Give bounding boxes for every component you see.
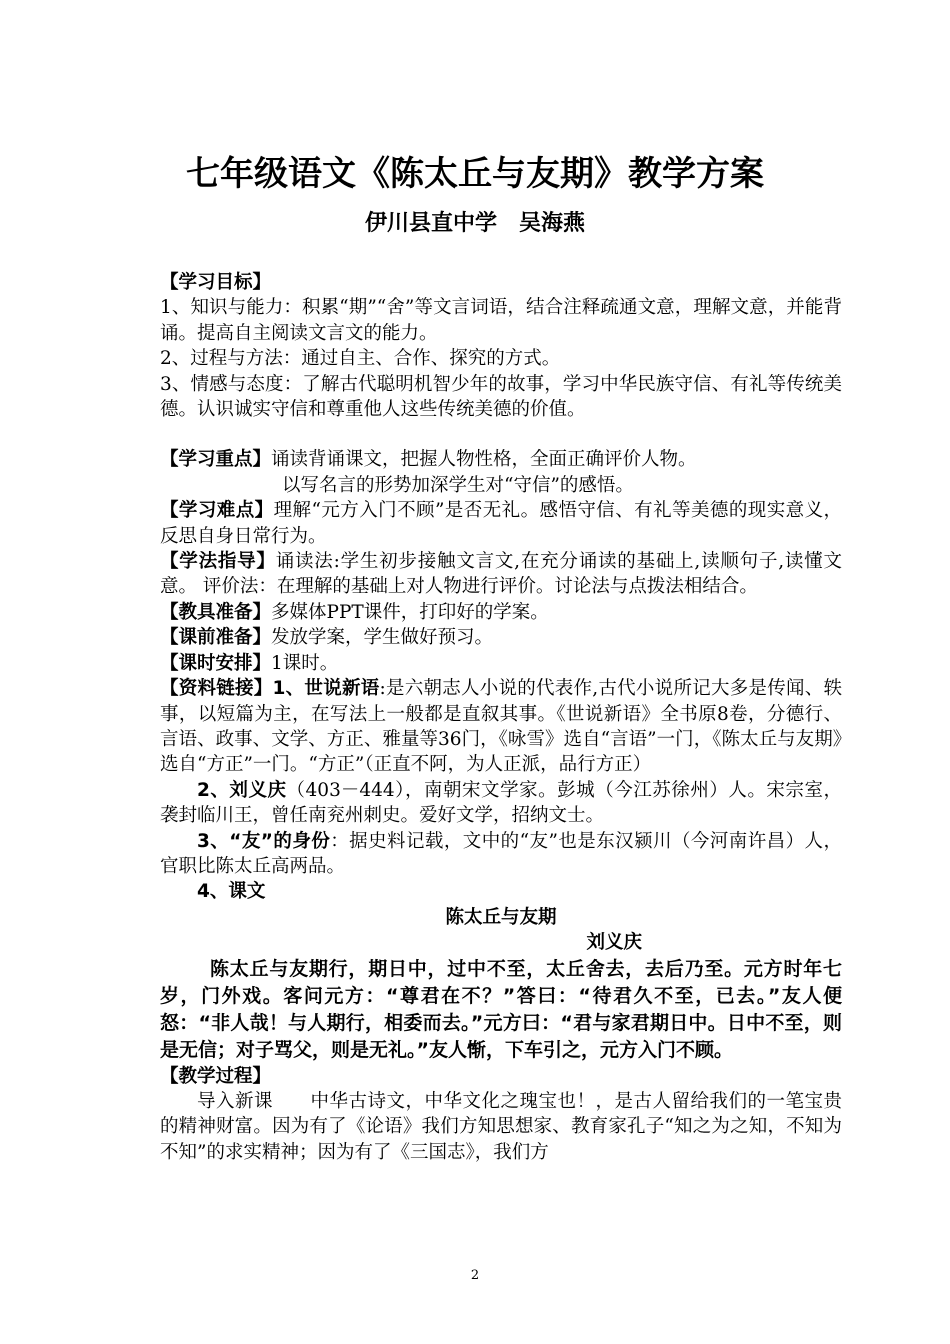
text-author: 刘义庆 [586,932,642,954]
section-tools [160,600,842,625]
method-text: 诵读法:学生初步接触文言文,在充分诵读的基础上,读顺句子,读懂文意。 评价法：在理解的基础上对人物进行评价。讨论法与点拨法相结合。 [160,551,842,598]
section-difficulty [160,498,842,549]
section-goals [160,270,842,295]
tools-text: 多媒体PPT课件，打印好的学案。 [271,601,549,623]
difficulty-text: 理解“元方入门不顾”是否无礼。感悟守信、有礼等美德的现实意义，反思自身日常行为。 [160,500,842,547]
resources-item-3-label: 3、“友”的身份 [197,830,331,852]
key-points-text-1: 诵读背诵课文，把握人物性格，全面正确评价人物。 [271,449,697,471]
resources-item-4-label: 4、课文 [197,881,266,903]
key-points-text-2: 以写名言的形势加深学生对“守信”的感悟。 [282,474,634,496]
prep-text: 发放学案，学生做好预习。 [271,627,494,649]
goals-item-2: 2、过程与方法：通过自主、合作、探究的方式。 [160,348,561,370]
resources-item-4 [160,879,842,904]
resources-item-3-text: ：据史料记载，文中的“友”也是东汉颍川（今河南许昌）人，官职比陈太丘高两品。 [160,830,842,877]
prep-heading: 【课前准备】 [160,627,272,649]
text-title: 陈太丘与友期 [445,906,557,928]
resources-item-2-text: （403－444），南朝宋文学家。彭城（今江苏徐州）人。宋宗室，袭封临川王，曾任南兖州刺史。爱好文学，招纳文士。 [160,779,842,827]
section-prep [160,625,842,650]
process-intro-label: 导入新课 [197,1090,273,1112]
schedule-text: 1课时。 [271,652,339,674]
document-subtitle: 伊川县直中学 吴海燕 [364,211,585,236]
section-key-points [160,447,842,472]
resources-item-2 [160,778,842,829]
method-heading: 【学法指导】 [160,551,276,573]
tools-heading: 【教具准备】 [160,601,272,623]
difficulty-heading: 【学习难点】 [160,500,274,522]
section-schedule [160,651,842,676]
section-process [160,1064,842,1089]
goals-item-3: 3、情感与态度：了解古代聪明机智少年的故事，学习中华民族守信、有礼等传统美德。认识诚实守信和尊重他人这些传统美德的价值。 [160,373,842,421]
process-intro-text: 中华古诗文，中华文化之瑰宝也！，是古人留给我们的一笔宝贵的精神财富。因为有了《论语》我们方知思想家、教育家孔子“知之为之知，不知为不知”的求实精神；因为有了《三国志》，我们方 [160,1090,842,1163]
resources-heading: 【资料链接】 [160,678,273,700]
resources-item-1-text: :是六朝志人小说的代表作,古代小说所记大多是传闻、轶事，以短篇为主，在写法上一般都是直叙其事。《世说新语》全书原8卷，分德行、言语、政事、文学、方正、雅量等36门，《咏雪》选自“言语”一门，《陈太丘与友期》选自“方正”一门。“方正”（正直不阿，为人正派，品行方正） [160,678,842,776]
key-points-heading: 【学习重点】 [160,449,272,471]
resources-item-3 [160,829,842,880]
document-body [160,270,842,1165]
goals-item-1: 1、知识与能力：积累“期”“舍”等文言词语，结合注释疏通文意，理解文意，并能背诵。提高自主阅读文言文的能力。 [160,297,842,344]
process-heading: 【教学过程】 [160,1065,272,1087]
spacer [160,422,842,447]
goals-heading: 【学习目标】 [160,272,272,293]
text-body: 陈太丘与友期行，期日中，过中不至，太丘舍去，去后乃至。元方时年七岁，门外戏。客问元方：“尊君在不？”答曰：“待君久不至，已去。”友人便怒：“非人哉！与人期行，相委而去。”元方曰：“君与家君期日中。日中不至，则是无信；对子骂父，则是无礼。”友人惭，下车引之，元方入门不顾。 [160,957,842,1061]
page-number: 2 [470,1268,480,1283]
section-method [160,549,842,600]
resources-item-1-label: 1、世说新语 [272,678,380,700]
schedule-heading: 【课时安排】 [160,652,272,674]
process-intro [160,1089,842,1165]
resources-item-2-label: 2、刘义庆 [197,779,287,801]
document-title: 七年级语文《陈太丘与友期》教学方案 [186,154,764,194]
section-resources [160,676,842,778]
